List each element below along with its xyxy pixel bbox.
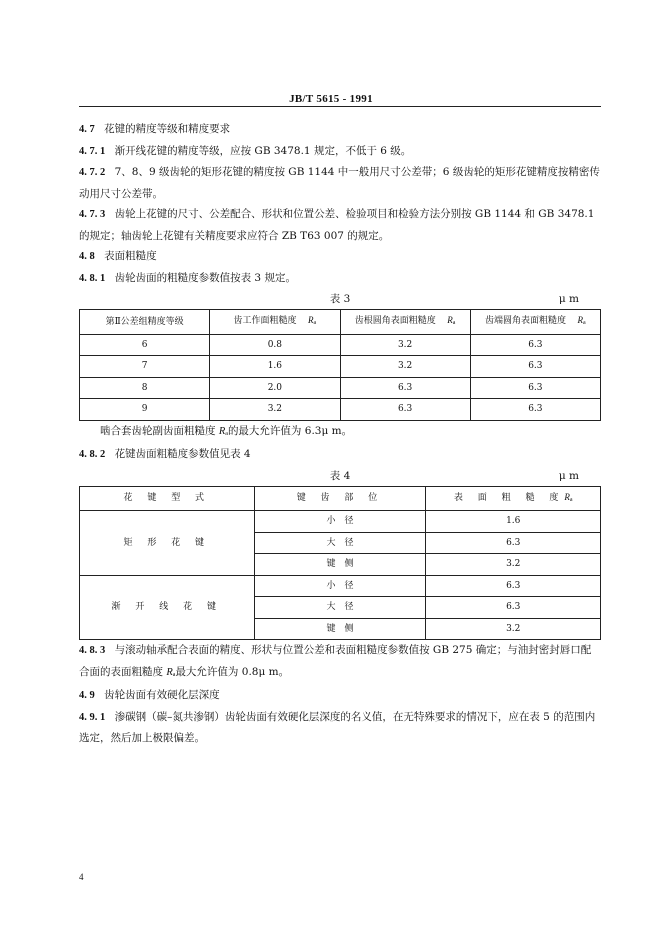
section-4-7-3 [79, 204, 601, 246]
ra-symbol [447, 315, 455, 325]
table-cell: 键 侧 [254, 554, 426, 576]
section-number: 4. 9. 1 [79, 711, 106, 723]
section-text: 花键齿面粗糙度参数值见表 4 [114, 448, 251, 460]
section-text: 7、8、9 级齿轮的矩形花键的精度按 GB 1144 中一般用尺寸公差带；6 级齿轮的矩形花键精度按精密传动用尺寸公差带。 [79, 166, 600, 200]
table-cell: 小 径 [254, 575, 426, 597]
section-4-9-1 [79, 707, 601, 749]
section-number: 4. 7. 3 [79, 209, 106, 220]
table-cell: 6.3 [470, 399, 600, 421]
section-number: 4. 9 [79, 690, 95, 701]
section-4-8-1 [79, 268, 601, 290]
spline-type-cell: 矩 形 花 键 [80, 511, 255, 576]
ra-symbol [219, 426, 228, 437]
table-cell: 3.2 [426, 554, 601, 576]
table-cell: 3.2 [340, 334, 470, 356]
section-4-7-1 [79, 141, 601, 163]
table-cell: 大 径 [254, 597, 426, 619]
table-row [80, 399, 601, 421]
roughness-symbol: R [447, 315, 453, 325]
table4-caption: 表 4 [329, 469, 351, 482]
table4-header-type: 花 键 型 式 [80, 486, 255, 511]
section-text: 齿轮上花键的尺寸、公差配合、形状和位置公差、检验项目和检验方法分别按 GB 1144 和 GB 3478.1 的规定；轴齿轮上花键有关精度要求应符合 ZB T63 007 的规定。 [79, 208, 595, 242]
section-number: 4. 8 [79, 251, 95, 262]
section-text: 渐开线花键的精度等级，应按 GB 3478.1 规定，不低于 6 级。 [114, 144, 412, 157]
roughness-symbol: R [218, 425, 226, 437]
table-cell: 1.6 [426, 511, 601, 533]
table3-header-work-face [210, 310, 340, 335]
table-cell: 6.3 [426, 532, 601, 554]
page-body [79, 119, 601, 749]
table-cell: 6.3 [470, 356, 600, 378]
spline-type-cell: 渐 开 线 花 键 [80, 575, 255, 640]
roughness-symbol: R [564, 491, 570, 502]
table-cell: 6.3 [340, 399, 470, 421]
table-cell: 8 [80, 377, 210, 399]
table3-header-root-fillet [340, 310, 470, 335]
header-rule [79, 106, 601, 107]
table-cell: 9 [80, 399, 210, 421]
header-label: 表 面 粗 糙 度 [453, 492, 565, 503]
table-cell: 6.3 [426, 575, 601, 597]
section-title: 齿轮齿面有效硬化层深度 [104, 689, 220, 701]
table-cell: 6.3 [470, 334, 600, 356]
ra-symbol [578, 315, 586, 325]
table-header-row [80, 310, 601, 335]
header-label: 齿端圆角表面粗糙度 [485, 316, 567, 326]
table3-note [79, 421, 601, 445]
section-text: 齿轮齿面的粗糙度参数值按表 3 规定。 [114, 271, 296, 284]
section-title: 花键的精度等级和精度要求 [104, 123, 231, 135]
section-number: 4. 7 [79, 124, 95, 135]
table-cell: 大 径 [254, 532, 426, 554]
table3-header-end-fillet [470, 310, 600, 335]
page-number: 4 [79, 872, 84, 882]
table-cell: 3.2 [210, 399, 340, 421]
section-4-8-2 [79, 444, 601, 466]
section-text: 与滚动轴承配合表面的精度、形状与位置公差和表面粗糙度参数值按 GB 275 确定；与油封密封唇口配合面的表面粗糙度 [79, 644, 592, 678]
table-4 [79, 486, 601, 641]
table3-caption-row [79, 289, 601, 309]
document-code: JB/T 5615 - 1991 [289, 93, 373, 105]
section-4-8-3 [79, 640, 601, 685]
table3-header-grade: 第Ⅱ公差组精度等级 [80, 310, 210, 335]
table-cell: 3.2 [426, 618, 601, 640]
roughness-subscript: a [313, 320, 317, 326]
table-3 [79, 309, 601, 421]
section-number: 4. 8. 2 [79, 449, 106, 460]
table4-header-roughness [426, 486, 601, 511]
table-cell: 6.3 [340, 377, 470, 399]
ra-symbol [564, 492, 572, 502]
table-header-row [80, 486, 601, 511]
section-4-7-2 [79, 162, 601, 204]
roughness-subscript: a [583, 320, 586, 326]
section-number: 4. 7. 1 [79, 145, 106, 157]
note-text: 的最大允许值为 6.3μ m。 [227, 424, 353, 437]
ra-symbol [308, 315, 316, 325]
table-row [80, 356, 601, 378]
section-4-9 [79, 685, 601, 707]
table-cell: 2.0 [210, 377, 340, 399]
roughness-symbol: R [166, 666, 173, 678]
section-number: 4. 7. 2 [79, 167, 106, 178]
table-cell: 6 [80, 334, 210, 356]
section-title: 表面粗糙度 [104, 250, 157, 262]
table-cell: 键 侧 [254, 618, 426, 640]
note-text: 啮合套齿轮副齿面粗糙度 [100, 424, 219, 437]
roughness-subscript: a [569, 496, 573, 503]
table-row [80, 511, 601, 533]
section-4-7 [79, 119, 601, 141]
table-cell: 6.3 [426, 597, 601, 619]
table-row [80, 334, 601, 356]
table4-caption-row [79, 466, 601, 486]
section-4-8 [79, 246, 601, 268]
section-text: 渗碳钢（碳–氮共渗钢）齿轮齿面有效硬化层深度的名义值，在无特殊要求的情况下，应在表 5 的范围内选定，然后加上极限偏差。 [79, 710, 596, 744]
table4-unit: μ m [558, 469, 579, 482]
roughness-subscript: a [225, 430, 228, 437]
table-cell: 7 [80, 356, 210, 378]
roughness-subscript: a [172, 671, 176, 678]
table4-header-part: 键 齿 部 位 [254, 486, 426, 511]
table-cell: 小 径 [254, 511, 426, 533]
table-row [80, 575, 601, 597]
header-label: 齿根圆角表面粗糙度 [354, 316, 436, 326]
header-label: 齿工作面粗糙度 [233, 316, 297, 326]
table-cell: 6.3 [470, 377, 600, 399]
table-cell: 1.6 [210, 356, 340, 378]
roughness-symbol: R [308, 315, 314, 325]
roughness-symbol: R [577, 315, 584, 325]
table-cell: 0.8 [210, 334, 340, 356]
section-text: 最大允许值为 0.8μ m。 [175, 665, 290, 678]
table3-unit: μ m [558, 293, 579, 305]
table-row [80, 377, 601, 399]
roughness-subscript: a [452, 320, 456, 326]
section-number: 4. 8. 3 [79, 645, 106, 656]
table-cell: 3.2 [340, 356, 470, 378]
table3-caption: 表 3 [329, 293, 351, 305]
section-number: 4. 8. 1 [79, 272, 106, 284]
